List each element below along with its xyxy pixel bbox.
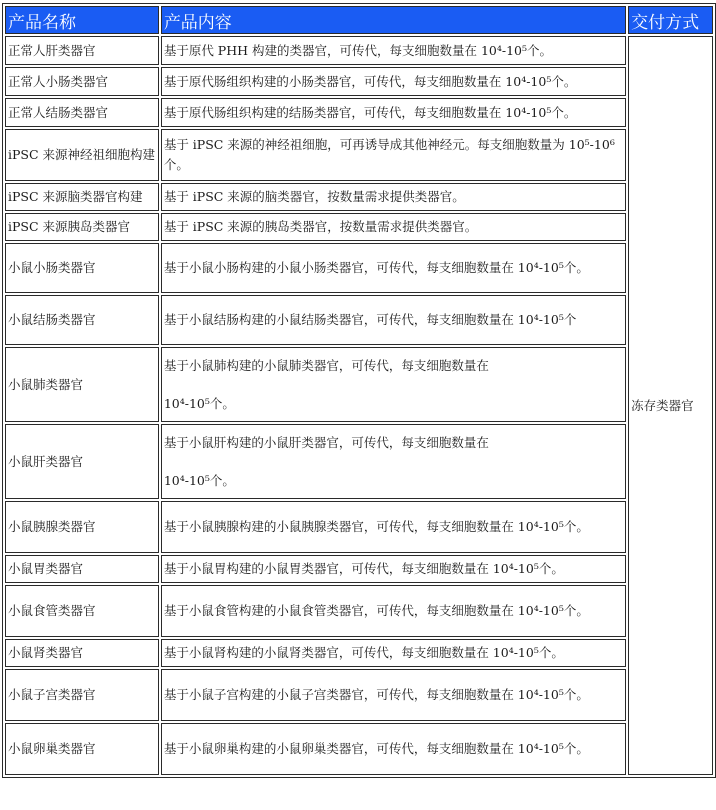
header-product-name: 产品名称 — [5, 6, 159, 34]
product-content-cell: 基于小鼠小肠构建的小鼠小肠类器官，可传代，每支细胞数量在 10⁴-10⁵个。 — [161, 243, 626, 293]
table-row — [5, 67, 713, 96]
content-line-2: 10⁴-10⁵个。 — [163, 395, 235, 411]
product-content-cell: 基于小鼠子宫构建的小鼠子宫类器官，可传代，每支细胞数量在 10⁴-10⁵个。 — [161, 669, 626, 721]
product-name-cell: 小鼠肺类器官 — [5, 347, 159, 422]
product-name-cell: 小鼠食管类器官 — [5, 585, 159, 637]
content-line-2: 10⁴-10⁵个。 — [163, 472, 235, 488]
product-name-cell: 正常人肝类器官 — [5, 36, 159, 65]
header-product-content: 产品内容 — [161, 6, 626, 34]
product-name-cell: 正常人结肠类器官 — [5, 98, 159, 127]
product-name-cell: 小鼠胃类器官 — [5, 555, 159, 583]
product-content-cell: 基于小鼠卵巢构建的小鼠卵巢类器官，可传代，每支细胞数量在 10⁴-10⁵个。 — [161, 723, 626, 775]
table-row — [5, 183, 713, 211]
product-name-cell: 小鼠肾类器官 — [5, 639, 159, 667]
product-table — [2, 3, 716, 778]
header-row — [5, 6, 713, 34]
table-row — [5, 347, 713, 422]
content-line-1: 基于小鼠肝构建的小鼠肝类器官，可传代，每支细胞数量在 — [163, 434, 489, 450]
product-name-cell: iPSC 来源胰岛类器官 — [5, 213, 159, 241]
table-row — [5, 639, 713, 667]
product-name-cell: iPSC 来源脑类器官构建 — [5, 183, 159, 211]
header-delivery-method: 交付方式 — [628, 6, 713, 34]
table-row — [5, 555, 713, 583]
table-row — [5, 98, 713, 127]
table-row — [5, 669, 713, 721]
product-content-cell: 基于 iPSC 来源的神经祖细胞，可再诱导成其他神经元。每支细胞数量为 10⁵-10⁶个。 — [161, 129, 626, 181]
table-row — [5, 295, 713, 345]
product-name-cell: 小鼠肝类器官 — [5, 424, 159, 499]
table-row — [5, 243, 713, 293]
content-line-1: 基于小鼠肺构建的小鼠肺类器官，可传代，每支细胞数量在 — [163, 357, 489, 373]
product-name-cell: 小鼠卵巢类器官 — [5, 723, 159, 775]
product-content-cell — [161, 424, 626, 499]
product-content-cell: 基于 iPSC 来源的脑类器官，按数量需求提供类器官。 — [161, 183, 626, 211]
product-content-cell: 基于 iPSC 来源的胰岛类器官，按数量需求提供类器官。 — [161, 213, 626, 241]
product-content-cell: 基于原代肠组织构建的结肠类器官，可传代，每支细胞数量在 10⁴-10⁵个。 — [161, 98, 626, 127]
product-content-cell — [161, 347, 626, 422]
table-row — [5, 501, 713, 553]
product-content-cell: 基于小鼠肾构建的小鼠肾类器官，可传代，每支细胞数量在 10⁴-10⁵个。 — [161, 639, 626, 667]
table-row — [5, 585, 713, 637]
table-row — [5, 213, 713, 241]
product-name-cell: 小鼠小肠类器官 — [5, 243, 159, 293]
product-content-cell: 基于原代肠组织构建的小肠类器官，可传代，每支细胞数量在 10⁴-10⁵个。 — [161, 67, 626, 96]
table-row — [5, 424, 713, 499]
product-name-cell: 小鼠胰腺类器官 — [5, 501, 159, 553]
product-content-cell: 基于小鼠结肠构建的小鼠结肠类器官，可传代，每支细胞数量在 10⁴-10⁵个 — [161, 295, 626, 345]
table-row — [5, 36, 713, 65]
product-name-cell: 正常人小肠类器官 — [5, 67, 159, 96]
product-content-cell: 基于原代 PHH 构建的类器官，可传代，每支细胞数量在 10⁴-10⁵个。 — [161, 36, 626, 65]
delivery-method-cell: 冻存类器官 — [628, 36, 713, 775]
product-name-cell: 小鼠结肠类器官 — [5, 295, 159, 345]
product-name-cell: iPSC 来源神经祖细胞构建 — [5, 129, 159, 181]
product-content-cell: 基于小鼠胃构建的小鼠胃类器官，可传代，每支细胞数量在 10⁴-10⁵个。 — [161, 555, 626, 583]
product-name-cell: 小鼠子宫类器官 — [5, 669, 159, 721]
product-content-cell: 基于小鼠食管构建的小鼠食管类器官，可传代，每支细胞数量在 10⁴-10⁵个。 — [161, 585, 626, 637]
product-content-cell: 基于小鼠胰腺构建的小鼠胰腺类器官，可传代，每支细胞数量在 10⁴-10⁵个。 — [161, 501, 626, 553]
table-row — [5, 723, 713, 775]
table-row — [5, 129, 713, 181]
